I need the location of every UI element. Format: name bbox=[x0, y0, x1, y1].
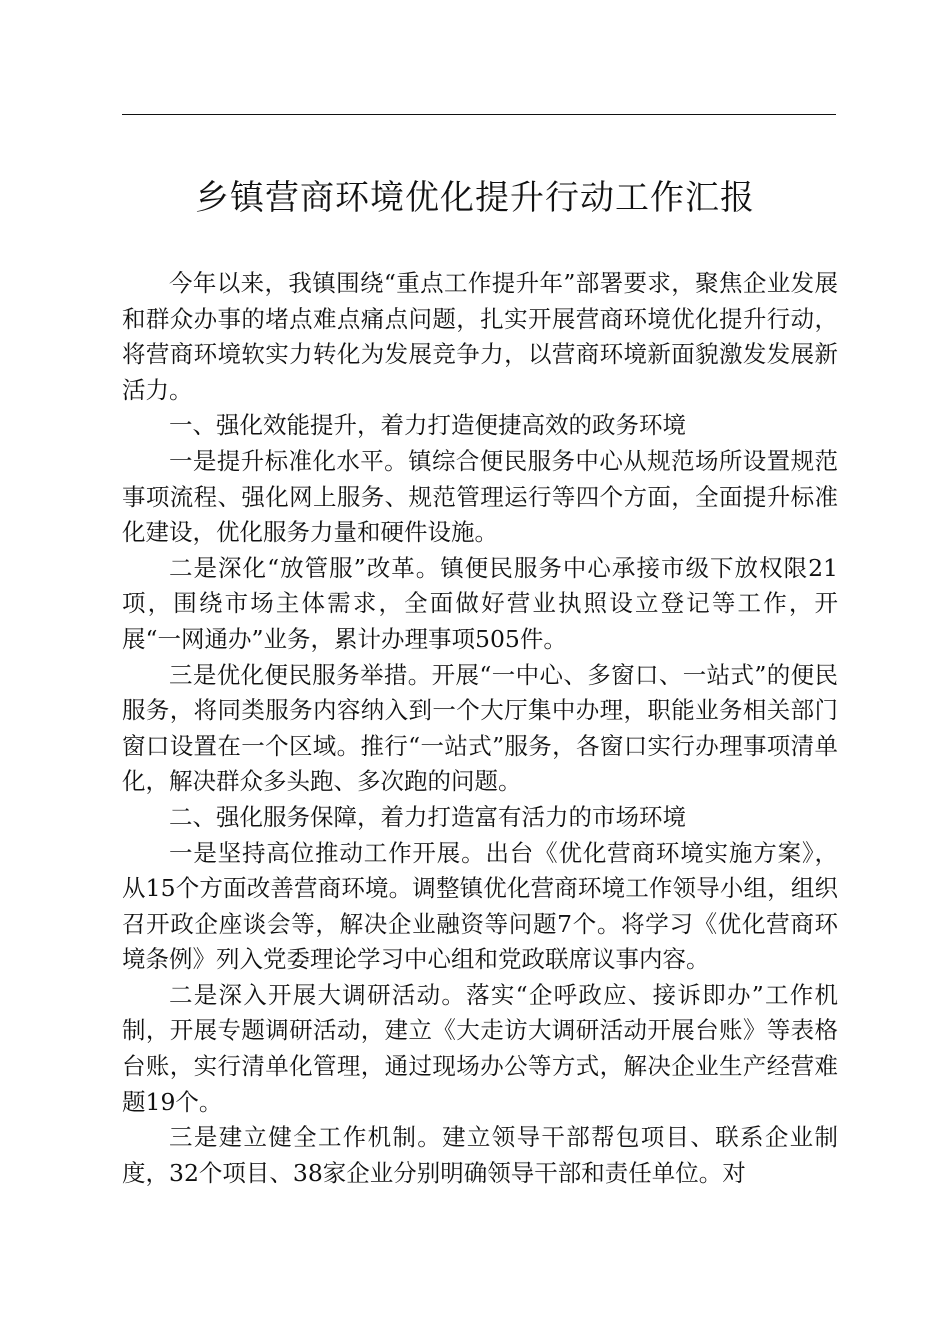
paragraph-2-3: 三是建立健全工作机制。建立领导干部帮包项目、联系企业制度，32个项目、38家企业分别明确领导干部和责任单位。对 bbox=[122, 1123, 838, 1187]
section-heading-1: 一、强化效能提升，着力打造便捷高效的政务环境 bbox=[169, 411, 686, 440]
paragraph-intro: 今年以来，我镇围绕“重点工作提升年”部署要求，聚焦企业发展和群众办事的堵点难点痛点问题，扎实开展营商环境优化提升行动，将营商环境软实力转化为发展竞争力，以营商环境新面貌激发发展新活力。 bbox=[122, 269, 838, 404]
paragraph-1-2: 二是深化“放管服”改革。镇便民服务中心承接市级下放权限21项，围绕市场主体需求，全面做好营业执照设立登记等工作，开展“一网通办”业务，累计办理事项505件。 bbox=[122, 553, 838, 653]
paragraph-1-3: 三是优化便民服务举措。开展“一中心、多窗口、一站式”的便民服务，将同类服务内容纳入到一个大厅集中办理，职能业务相关部门窗口设置在一个区域。推行“一站式”服务，各窗口实行办理事项清单化，解决群众多头跑、多次跑的问题。 bbox=[122, 660, 838, 796]
paragraph-2-2: 二是深入开展大调研活动。落实“企呼政应、接诉即办”工作机制，开展专题调研活动，建立《大走访大调研活动开展台账》等表格台账，实行清单化管理，通过现场办公等方式，解决企业生产经营难题19个。 bbox=[122, 980, 838, 1116]
section-heading-2: 二、强化服务保障，着力打造富有活力的市场环境 bbox=[169, 802, 686, 831]
header-rule bbox=[122, 114, 836, 115]
paragraph-1-1: 一是提升标准化水平。镇综合便民服务中心从规范场所设置规范事项流程、强化网上服务、规范管理运行等四个方面，全面提升标准化建设，优化服务力量和硬件设施。 bbox=[122, 446, 838, 547]
document-title: 乡镇营商环境优化提升行动工作汇报 bbox=[195, 178, 755, 218]
document-body bbox=[122, 266, 838, 1191]
paragraph-2-1: 一是坚持高位推动工作开展。出台《优化营商环境实施方案》，从15个方面改善营商环境。调整镇优化营商环境工作领导小组，组织召开政企座谈会等，解决企业融资等问题7个。将学习《优化营商环境条例》列入党委理论学习中心组和党政联席议事内容。 bbox=[122, 838, 838, 974]
